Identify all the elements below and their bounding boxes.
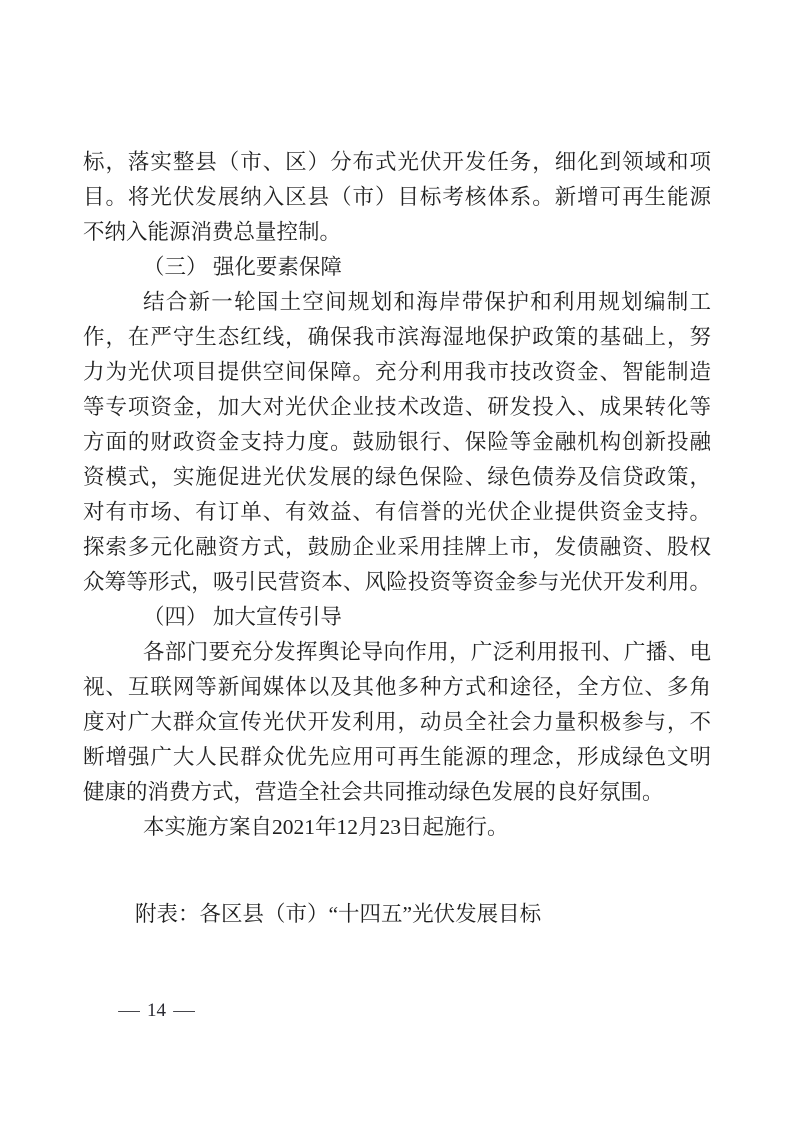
body-line: 目。将光伏发展纳入区县（市）目标考核体系。新增可再生能源 — [83, 185, 711, 209]
body-line: 度对广大群众宣传光伏开发利用，动员全社会力量积极参与，不 — [83, 710, 711, 734]
date-line: 本实施方案自2021年12月23日起施行。 — [143, 815, 509, 839]
document-body — [83, 145, 711, 932]
body-line: 各部门要充分发挥舆论导向作用，广泛利用报刊、广播、电 — [143, 640, 711, 664]
footer-dash-left: — — [118, 1000, 140, 1020]
body-line: 结合新一轮国土空间规划和海岸带保护和利用规划编制工 — [143, 290, 711, 314]
body-line: 众筹等形式，吸引民营资本、风险投资等资金参与光伏开发利用。 — [83, 570, 711, 594]
attachment-line: 附表：各区县（市）“十四五”光伏发展目标 — [135, 902, 542, 926]
body-line: 健康的消费方式，营造全社会共同推动绿色发展的良好氛围。 — [83, 780, 664, 804]
body-line: 标，落实整县（市、区）分布式光伏开发任务，细化到领域和项 — [83, 150, 711, 174]
body-line: 力为光伏项目提供空间保障。充分利用我市技改资金、智能制造 — [83, 360, 711, 384]
section-heading: （四） 加大宣传引导 — [143, 605, 342, 629]
body-line: 方面的财政资金支持力度。鼓励银行、保险等金融机构创新投融 — [83, 430, 711, 454]
section-heading: （三） 强化要素保障 — [143, 255, 342, 279]
body-line: 断增强广大人民群众优先应用可再生能源的理念，形成绿色文明 — [83, 745, 711, 769]
body-line: 探索多元化融资方式，鼓励企业采用挂牌上市，发债融资、股权 — [83, 535, 711, 559]
body-line: 不纳入能源消费总量控制。 — [83, 220, 342, 244]
body-line: 作，在严守生态红线，确保我市滨海湿地保护政策的基础上，努 — [83, 325, 711, 349]
page-number: 14 — [147, 1000, 166, 1021]
footer-dash-right: — — [173, 1000, 195, 1020]
body-line: 视、互联网等新闻媒体以及其他多种方式和途径，全方位、多角 — [83, 675, 711, 699]
body-line: 对有市场、有订单、有效益、有信誉的光伏企业提供资金支持。 — [83, 500, 711, 524]
body-line: 资模式，实施促进光伏发展的绿色保险、绿色债券及信贷政策， — [83, 465, 711, 489]
body-line: 等专项资金，加大对光伏企业技术改造、研发投入、成果转化等 — [83, 395, 711, 419]
page-footer — [120, 998, 193, 1022]
